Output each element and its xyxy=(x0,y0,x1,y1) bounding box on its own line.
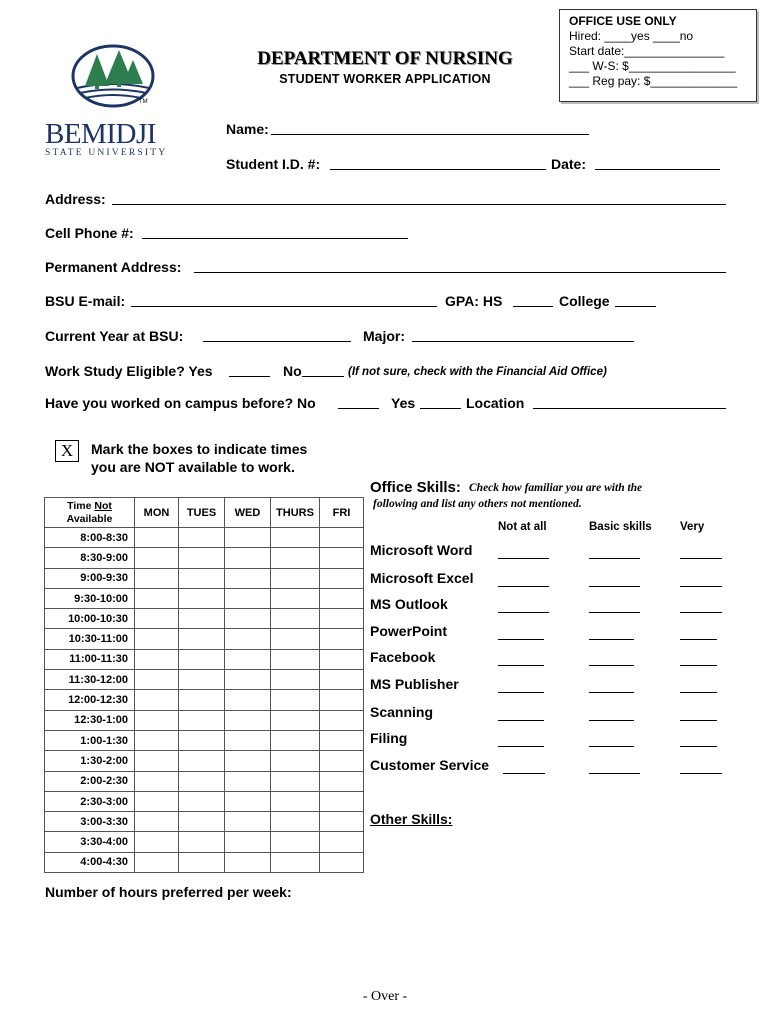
time-slot-label: 9:00-9:30 xyxy=(45,568,135,588)
slot-fri[interactable] xyxy=(320,588,364,608)
hours-preferred-label: Number of hours preferred per week: xyxy=(45,884,292,900)
skill-basic-field[interactable] xyxy=(589,612,640,613)
current-year-label: Current Year at BSU: xyxy=(45,328,184,344)
schedule-row xyxy=(45,588,364,608)
slot-mon[interactable] xyxy=(135,852,179,872)
day-header-tues: TUES xyxy=(179,498,225,528)
slot-fri[interactable] xyxy=(320,812,364,832)
slot-tues[interactable] xyxy=(179,548,225,568)
skill-not-at-all-field[interactable] xyxy=(498,586,549,587)
time-slot-label: 10:00-10:30 xyxy=(45,609,135,629)
campus-yes-label: Yes xyxy=(391,395,416,411)
location-label: Location xyxy=(466,395,525,411)
office-reg-pay: ___ Reg pay: $_____________ xyxy=(569,74,738,88)
campus-yes-field[interactable] xyxy=(420,408,461,409)
slot-thurs[interactable] xyxy=(271,730,320,750)
campus-no-field[interactable] xyxy=(338,408,379,409)
slot-fri[interactable] xyxy=(320,751,364,771)
name-label: Name: xyxy=(226,121,269,137)
slot-thurs[interactable] xyxy=(271,852,320,872)
slot-mon[interactable] xyxy=(135,528,179,548)
office-hired: Hired: ____yes ____no xyxy=(569,29,694,43)
time-slot-label: 10:30-11:00 xyxy=(45,629,135,649)
slot-wed[interactable] xyxy=(225,548,271,568)
skill-basic-field[interactable] xyxy=(589,586,640,587)
slot-tues[interactable] xyxy=(179,791,225,811)
skill-label: Scanning xyxy=(370,704,434,720)
slot-thurs[interactable] xyxy=(271,751,320,771)
schedule-row xyxy=(45,710,364,730)
slot-fri[interactable] xyxy=(320,690,364,710)
schedule-row xyxy=(45,609,364,629)
slot-mon[interactable] xyxy=(135,670,179,690)
slot-fri[interactable] xyxy=(320,710,364,730)
slot-thurs[interactable] xyxy=(271,588,320,608)
slot-fri[interactable] xyxy=(320,609,364,629)
skill-not-at-all-field[interactable] xyxy=(498,692,544,693)
skill-very-field[interactable] xyxy=(680,639,717,640)
slot-mon[interactable] xyxy=(135,690,179,710)
slot-tues[interactable] xyxy=(179,812,225,832)
slot-fri[interactable] xyxy=(320,852,364,872)
slot-tues[interactable] xyxy=(179,730,225,750)
address-field[interactable] xyxy=(112,204,726,205)
slot-thurs[interactable] xyxy=(271,670,320,690)
slot-wed[interactable] xyxy=(225,670,271,690)
slot-tues[interactable] xyxy=(179,568,225,588)
time-slot-label: 3:00-3:30 xyxy=(45,812,135,832)
address-label: Address: xyxy=(45,191,106,207)
slot-fri[interactable] xyxy=(320,528,364,548)
slot-wed[interactable] xyxy=(225,649,271,669)
slot-mon[interactable] xyxy=(135,791,179,811)
skill-basic-field[interactable] xyxy=(589,720,634,721)
slot-tues[interactable] xyxy=(179,670,225,690)
skill-label: Microsoft Word xyxy=(370,542,473,558)
skill-very-field[interactable] xyxy=(680,558,722,559)
slot-fri[interactable] xyxy=(320,730,364,750)
schedule-row xyxy=(45,832,364,852)
slot-fri[interactable] xyxy=(320,649,364,669)
work-study-no-field[interactable] xyxy=(302,376,344,377)
schedule-row xyxy=(45,730,364,750)
major-label: Major: xyxy=(363,328,405,344)
level-basic-skills: Basic skills xyxy=(589,521,652,533)
cell-phone-label: Cell Phone #: xyxy=(45,225,134,241)
schedule-row xyxy=(45,629,364,649)
skill-very-field[interactable] xyxy=(680,612,722,613)
skill-very-field[interactable] xyxy=(680,720,717,721)
current-year-field[interactable] xyxy=(203,341,351,342)
slot-wed[interactable] xyxy=(225,771,271,791)
work-study-label: Work Study Eligible? Yes xyxy=(45,363,213,379)
skill-label: Facebook xyxy=(370,649,436,665)
slot-tues[interactable] xyxy=(179,832,225,852)
slot-wed[interactable] xyxy=(225,609,271,629)
slot-mon[interactable] xyxy=(135,751,179,771)
schedule-row xyxy=(45,791,364,811)
page-footer: - Over - xyxy=(362,989,408,1004)
slot-mon[interactable] xyxy=(135,609,179,629)
logo-subtitle: STATE UNIVERSITY xyxy=(45,148,168,158)
slot-thurs[interactable] xyxy=(271,548,320,568)
cell-phone-field[interactable] xyxy=(142,238,408,239)
level-very: Very xyxy=(680,521,705,533)
slot-fri[interactable] xyxy=(320,832,364,852)
slot-fri[interactable] xyxy=(320,568,364,588)
date-label: Date: xyxy=(551,156,587,172)
form-subtitle: STUDENT WORKER APPLICATION xyxy=(279,72,491,86)
skill-basic-field[interactable] xyxy=(589,746,634,747)
slot-tues[interactable] xyxy=(179,609,225,629)
availability-table xyxy=(44,497,364,873)
slot-thurs[interactable] xyxy=(271,690,320,710)
schedule-row xyxy=(45,852,364,872)
day-header-mon: MON xyxy=(135,498,179,528)
slot-tues[interactable] xyxy=(179,690,225,710)
slot-thurs[interactable] xyxy=(271,629,320,649)
office-use-title: OFFICE USE ONLY xyxy=(569,14,677,28)
skill-very-field[interactable] xyxy=(680,586,722,587)
slot-mon[interactable] xyxy=(135,730,179,750)
slot-wed[interactable] xyxy=(225,791,271,811)
day-header-fri: FRI xyxy=(320,498,364,528)
slot-fri[interactable] xyxy=(320,548,364,568)
instruction-line-2: you are NOT available to work. xyxy=(91,459,295,475)
campus-work-label: Have you worked on campus before? No xyxy=(45,395,316,411)
slot-thurs[interactable] xyxy=(271,528,320,548)
slot-mon[interactable] xyxy=(135,649,179,669)
permanent-address-label: Permanent Address: xyxy=(45,259,182,275)
financial-aid-note: (If not sure, check with the Financial Aid Office) xyxy=(348,366,607,378)
skill-very-field[interactable] xyxy=(680,746,717,747)
office-start-date: Start date:_______________ xyxy=(569,44,725,58)
schedule-row xyxy=(45,548,364,568)
day-header-wed: WED xyxy=(225,498,271,528)
time-header-time: Time xyxy=(67,499,92,512)
time-slot-label: 3:30-4:00 xyxy=(45,832,135,852)
skill-not-at-all-field[interactable] xyxy=(498,612,549,613)
location-field[interactable] xyxy=(533,408,726,409)
student-id-label: Student I.D. #: xyxy=(226,156,321,172)
skill-not-at-all-field[interactable] xyxy=(498,639,544,640)
time-slot-label: 8:30-9:00 xyxy=(45,548,135,568)
slot-tues[interactable] xyxy=(179,629,225,649)
slot-mon[interactable] xyxy=(135,710,179,730)
work-study-no-label: No xyxy=(283,363,302,379)
skill-not-at-all-field[interactable] xyxy=(498,746,544,747)
time-slot-label: 8:00-8:30 xyxy=(45,528,135,548)
skill-very-field[interactable] xyxy=(680,692,717,693)
skill-basic-field[interactable] xyxy=(589,773,640,774)
schedule-row xyxy=(45,670,364,690)
skill-not-at-all-field[interactable] xyxy=(498,720,544,721)
permanent-address-field[interactable] xyxy=(194,272,726,273)
slot-tues[interactable] xyxy=(179,528,225,548)
slot-thurs[interactable] xyxy=(271,812,320,832)
email-field[interactable] xyxy=(131,306,437,307)
gpa-hs-field[interactable] xyxy=(513,306,553,307)
slot-tues[interactable] xyxy=(179,710,225,730)
skill-basic-field[interactable] xyxy=(589,665,634,666)
schedule-row xyxy=(45,568,364,588)
skill-label: Filing xyxy=(370,730,408,746)
office-ws: ___ W-S: $________________ xyxy=(569,59,736,73)
gpa-hs-label: GPA: HS xyxy=(445,293,503,309)
office-skills-title: Office Skills: xyxy=(370,479,461,496)
skills-instruction: Check how familiar you are with the following and list any others not mentioned. xyxy=(373,482,643,510)
slot-thurs[interactable] xyxy=(271,832,320,852)
slot-tues[interactable] xyxy=(179,852,225,872)
slot-tues[interactable] xyxy=(179,751,225,771)
schedule-row xyxy=(45,528,364,548)
slot-wed[interactable] xyxy=(225,852,271,872)
gpa-college-label: College xyxy=(559,293,610,309)
schedule-row xyxy=(45,751,364,771)
schedule-row xyxy=(45,690,364,710)
time-header xyxy=(45,498,135,528)
major-field[interactable] xyxy=(412,341,634,342)
schedule-row xyxy=(45,649,364,669)
gpa-college-field[interactable] xyxy=(615,306,656,307)
slot-mon[interactable] xyxy=(135,568,179,588)
slot-tues[interactable] xyxy=(179,649,225,669)
time-slot-label: 12:30-1:00 xyxy=(45,710,135,730)
slot-thurs[interactable] xyxy=(271,791,320,811)
slot-thurs[interactable] xyxy=(271,710,320,730)
slot-thurs[interactable] xyxy=(271,609,320,629)
time-slot-label: 12:00-12:30 xyxy=(45,690,135,710)
skill-label: MS Outlook xyxy=(370,596,448,612)
slot-wed[interactable] xyxy=(225,528,271,548)
time-slot-label: 4:00-4:30 xyxy=(45,852,135,872)
other-skills-label: Other Skills: xyxy=(370,811,453,827)
time-header-available: Available xyxy=(66,512,113,525)
slot-wed[interactable] xyxy=(225,690,271,710)
slot-mon[interactable] xyxy=(135,588,179,608)
slot-wed[interactable] xyxy=(225,730,271,750)
slot-wed[interactable] xyxy=(225,710,271,730)
slot-wed[interactable] xyxy=(225,629,271,649)
time-header-not: Not xyxy=(94,499,112,512)
slot-tues[interactable] xyxy=(179,771,225,791)
slot-fri[interactable] xyxy=(320,629,364,649)
office-use-box xyxy=(559,9,757,102)
email-label: BSU E-mail: xyxy=(45,293,126,309)
slot-wed[interactable] xyxy=(225,588,271,608)
time-slot-label: 9:30-10:00 xyxy=(45,588,135,608)
slot-wed[interactable] xyxy=(225,832,271,852)
slot-thurs[interactable] xyxy=(271,649,320,669)
slot-mon[interactable] xyxy=(135,812,179,832)
schedule-row xyxy=(45,812,364,832)
time-slot-label: 2:00-2:30 xyxy=(45,771,135,791)
skill-basic-field[interactable] xyxy=(589,639,634,640)
trademark-mark: TM xyxy=(139,99,148,105)
instruction-line-1: Mark the boxes to indicate times xyxy=(91,441,308,457)
skill-very-field[interactable] xyxy=(680,665,717,666)
skill-label: Customer Service xyxy=(370,757,490,773)
time-slot-label: 11:00-11:30 xyxy=(45,649,135,669)
work-study-yes-field[interactable] xyxy=(229,376,270,377)
slot-mon[interactable] xyxy=(135,629,179,649)
slot-wed[interactable] xyxy=(225,568,271,588)
skill-basic-field[interactable] xyxy=(589,692,634,693)
time-slot-label: 1:00-1:30 xyxy=(45,730,135,750)
skill-basic-field[interactable] xyxy=(589,558,640,559)
slot-mon[interactable] xyxy=(135,548,179,568)
slot-thurs[interactable] xyxy=(271,771,320,791)
skill-very-field[interactable] xyxy=(680,773,722,774)
skill-label: MS Publisher xyxy=(370,676,459,692)
skill-label: PowerPoint xyxy=(370,623,448,639)
slot-tues[interactable] xyxy=(179,588,225,608)
skill-label: Microsoft Excel xyxy=(370,570,474,586)
skill-not-at-all-field[interactable] xyxy=(498,665,544,666)
slot-fri[interactable] xyxy=(320,791,364,811)
name-field[interactable] xyxy=(271,134,589,135)
schedule-row xyxy=(45,771,364,791)
date-field[interactable] xyxy=(595,169,720,170)
student-id-field[interactable] xyxy=(330,169,546,170)
slot-mon[interactable] xyxy=(135,771,179,791)
skill-not-at-all-field[interactable] xyxy=(503,773,545,774)
slot-mon[interactable] xyxy=(135,832,179,852)
skill-not-at-all-field[interactable] xyxy=(498,558,549,559)
logo-wordmark: BEMIDJI xyxy=(45,118,156,150)
slot-thurs[interactable] xyxy=(271,568,320,588)
time-slot-label: 2:30-3:00 xyxy=(45,791,135,811)
slot-fri[interactable] xyxy=(320,670,364,690)
day-header-thurs: THURS xyxy=(271,498,320,528)
slot-wed[interactable] xyxy=(225,751,271,771)
time-slot-label: 11:30-12:00 xyxy=(45,670,135,690)
time-slot-label: 1:30-2:00 xyxy=(45,751,135,771)
slot-wed[interactable] xyxy=(225,812,271,832)
level-not-at-all: Not at all xyxy=(498,521,547,533)
example-checkbox: X xyxy=(55,440,79,462)
slot-fri[interactable] xyxy=(320,771,364,791)
department-title: DEPARTMENT OF NURSING xyxy=(257,48,513,69)
